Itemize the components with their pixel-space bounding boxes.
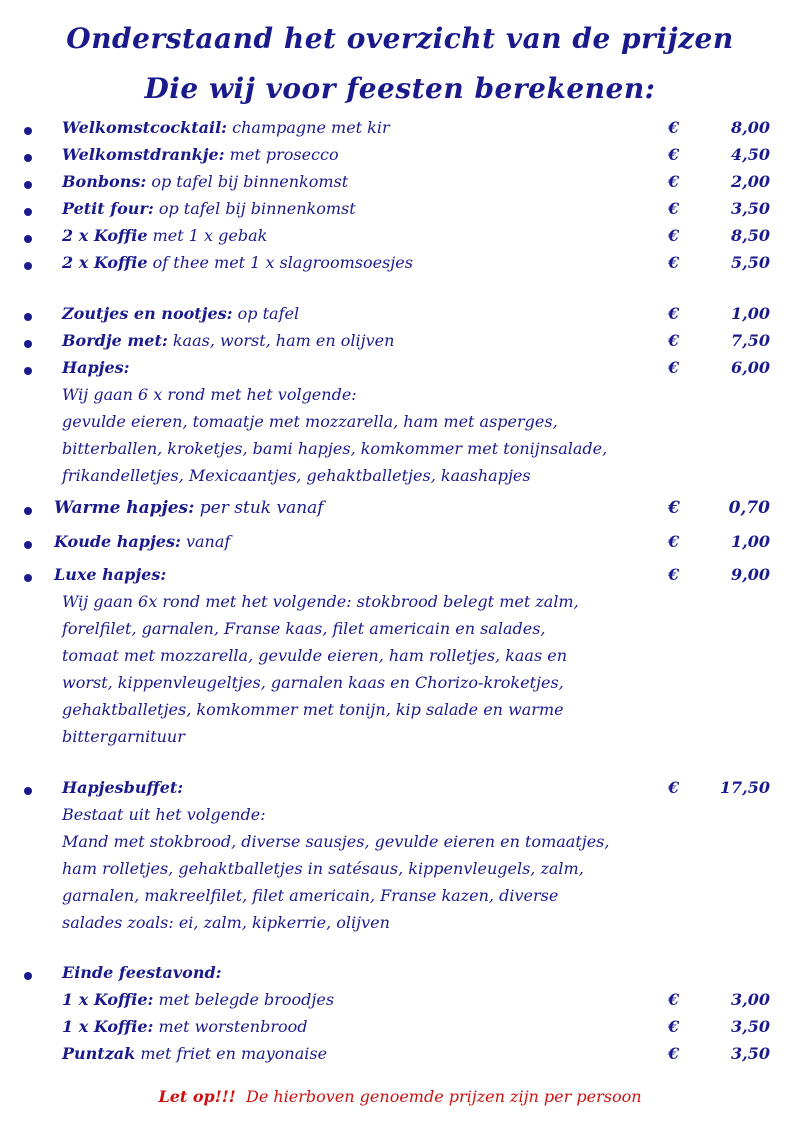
item-label: Petit four: op tafel bij binnenkomst — [62, 199, 356, 218]
item-label: Welkomstdrankje: met prosecco — [62, 145, 339, 164]
item-price: 8,50 — [731, 226, 770, 245]
euro-sign: € — [668, 145, 680, 164]
description-line: bittergarnituur — [62, 727, 185, 746]
item-price: 3,50 — [731, 199, 770, 218]
note-warning: Let op!!! — [158, 1087, 236, 1106]
item-label: Warme hapjes: per stuk vanaf — [54, 498, 324, 518]
bullet-icon — [24, 507, 32, 515]
item-label: Bordje met: kaas, worst, ham en olijven — [62, 331, 395, 350]
item-price: 3,50 — [731, 1044, 770, 1063]
description-line: gehaktballetjes, komkommer met tonijn, kip salade en warme — [62, 700, 564, 719]
price-row — [0, 199, 800, 225]
price-row — [0, 226, 800, 252]
euro-sign: € — [668, 565, 680, 584]
euro-sign: € — [668, 498, 680, 518]
euro-sign: € — [668, 304, 680, 323]
bullet-icon — [24, 208, 32, 216]
euro-sign: € — [668, 532, 680, 551]
description-line: ham rolletjes, gehaktballetjes in satésaus, kippenvleugels, zalm, — [62, 859, 584, 878]
item-price: 9,00 — [731, 565, 770, 584]
price-row — [0, 990, 800, 1016]
bullet-icon — [24, 340, 32, 348]
price-row — [0, 532, 800, 558]
description-line: Bestaat uit het volgende: — [62, 805, 266, 824]
item-price: 3,00 — [731, 990, 770, 1009]
description-line: worst, kippenvleugeltjes, garnalen kaas en Chorizo-kroketjes, — [62, 673, 564, 692]
item-price: 4,50 — [731, 145, 770, 164]
bullet-icon — [24, 367, 32, 375]
page-subtitle: Die wij voor feesten berekenen: — [144, 72, 656, 105]
description-line: frikandelletjes, Mexicaantjes, gehaktballetjes, kaashapjes — [62, 466, 531, 485]
hapjes-description — [62, 381, 742, 489]
price-row — [0, 118, 800, 144]
item-label: 1 x Koffie: met worstenbrood — [62, 1017, 308, 1036]
description-line: garnalen, makreelfilet, filet americain, Franse kazen, diverse — [62, 886, 559, 905]
price-row — [0, 498, 800, 524]
euro-sign: € — [668, 358, 680, 377]
bullet-icon — [24, 313, 32, 321]
bullet-icon — [24, 972, 32, 980]
description-line: salades zoals: ei, zalm, kipkerrie, olijven — [62, 913, 390, 932]
bullet-icon — [24, 154, 32, 162]
item-label: 2 x Koffie of thee met 1 x slagroomsoesjes — [62, 253, 413, 272]
euro-sign: € — [668, 1017, 680, 1036]
euro-sign: € — [668, 253, 680, 272]
item-price: 1,00 — [731, 532, 770, 551]
item-price: 2,00 — [731, 172, 770, 191]
description-line: Mand met stokbrood, diverse sausjes, gevulde eieren en tomaatjes, — [62, 832, 610, 851]
bullet-icon — [24, 127, 32, 135]
item-label: 2 x Koffie met 1 x gebak — [62, 226, 268, 245]
description-line: gevulde eieren, tomaatje met mozzarella, ham met asperges, — [62, 412, 558, 431]
note-text: De hierboven genoemde prijzen zijn per persoon — [235, 1087, 642, 1106]
item-label: Luxe hapjes: — [54, 565, 167, 584]
description-line: Wij gaan 6 x rond met het volgende: — [62, 385, 357, 404]
euro-sign: € — [668, 118, 680, 137]
euro-sign: € — [668, 199, 680, 218]
description-line: forelfilet, garnalen, Franse kaas, filet americain en salades, — [62, 619, 546, 638]
description-line: Wij gaan 6x rond met het volgende: stokbrood belegt met zalm, — [62, 592, 579, 611]
item-label: Puntzak met friet en mayonaise — [62, 1044, 328, 1063]
bullet-icon — [24, 574, 32, 582]
description-line: tomaat met mozzarella, gevulde eieren, ham rolletjes, kaas en — [62, 646, 568, 665]
euro-sign: € — [668, 172, 680, 191]
item-price: 0,70 — [728, 498, 770, 518]
footnote — [0, 1087, 800, 1106]
item-label: Einde feestavond: — [62, 963, 222, 982]
item-label: Bonbons: op tafel bij binnenkomst — [62, 172, 349, 191]
description-line: bitterballen, kroketjes, bami hapjes, komkommer met tonijnsalade, — [62, 439, 608, 458]
euro-sign: € — [668, 778, 680, 797]
buffet-description — [62, 801, 742, 936]
bullet-icon — [24, 181, 32, 189]
item-price: 17,50 — [719, 778, 770, 797]
price-row — [0, 331, 800, 357]
item-label: Zoutjes en nootjes: op tafel — [62, 304, 300, 323]
luxe-description — [62, 588, 742, 750]
item-price: 1,00 — [731, 304, 770, 323]
item-label: Hapjesbuffet: — [62, 778, 184, 797]
item-label: Koude hapjes: vanaf — [54, 532, 231, 551]
item-label: 1 x Koffie: met belegde broodjes — [62, 990, 335, 1009]
item-price: 8,00 — [731, 118, 770, 137]
section-heading-row — [0, 963, 800, 989]
item-price: 3,50 — [731, 1017, 770, 1036]
item-price: 6,00 — [731, 358, 770, 377]
price-row — [0, 1017, 800, 1043]
price-row — [0, 253, 800, 279]
euro-sign: € — [668, 331, 680, 350]
item-price: 7,50 — [731, 331, 770, 350]
euro-sign: € — [668, 990, 680, 1009]
bullet-icon — [24, 235, 32, 243]
price-row — [0, 1044, 800, 1070]
bullet-icon — [24, 262, 32, 270]
item-price: 5,50 — [731, 253, 770, 272]
bullet-icon — [24, 787, 32, 795]
price-row — [0, 145, 800, 171]
price-row — [0, 172, 800, 198]
euro-sign: € — [668, 226, 680, 245]
price-row — [0, 304, 800, 330]
page-title: Onderstaand het overzicht van de prijzen — [66, 22, 734, 55]
item-label: Hapjes: — [62, 358, 130, 377]
bullet-icon — [24, 541, 32, 549]
euro-sign: € — [668, 1044, 680, 1063]
item-label: Welkomstcocktail: champagne met kir — [62, 118, 390, 137]
